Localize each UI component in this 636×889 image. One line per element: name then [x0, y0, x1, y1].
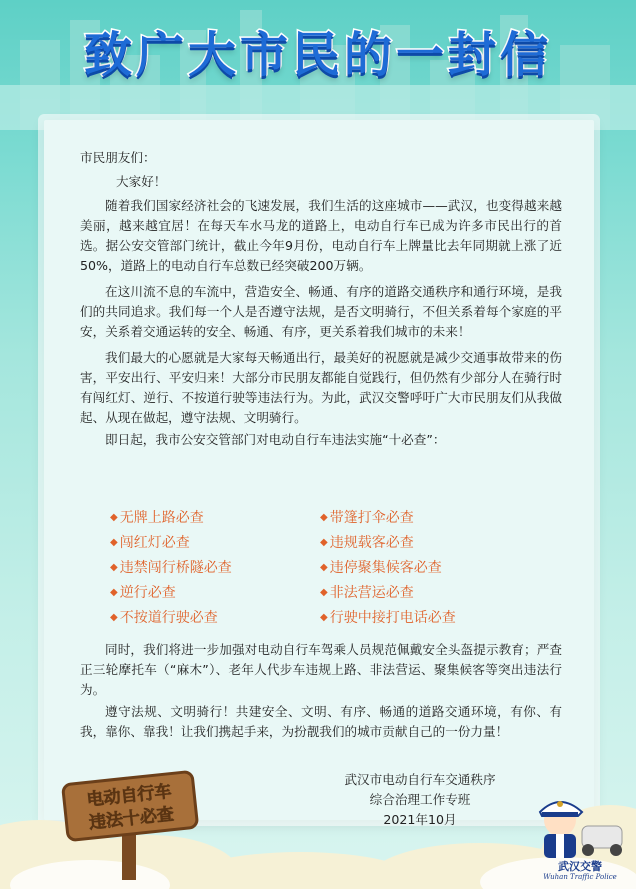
police-logo-cn: 武汉交警: [558, 860, 602, 873]
page-title: 致广大市民的一封信: [83, 27, 552, 83]
paragraph-5: 同时，我们将进一步加强对电动自行车驾乘人员规范佩戴安全头盔提示教育；严查正三轮摩托车（“麻木”）、老年人代步车违规上路、非法营运、聚集候客等突出违法行为。: [80, 642, 562, 697]
diamond-icon: ◆: [320, 612, 328, 623]
rule-item: ◆ 违规载客必查: [320, 535, 414, 551]
signpost-illustration: [60, 770, 200, 880]
rule-item: ◆ 违禁闯行桥隧必查: [110, 560, 232, 576]
ten-checks-list: [110, 507, 530, 629]
diamond-icon: ◆: [110, 612, 118, 623]
salutation: 市民朋友们：: [80, 150, 156, 165]
diamond-icon: ◆: [110, 537, 118, 548]
paragraph-6: 遵守法规、文明骑行！共建安全、文明、有序、畅通的道路交通环境，有你、有我，靠你、靠我！让我们携起手来，为扮靓我们的城市贡献自己的一份力量！: [80, 704, 562, 739]
diamond-icon: ◆: [110, 587, 118, 598]
diamond-icon: ◆: [320, 512, 328, 523]
greeting: 大家好！: [116, 174, 167, 189]
signature-org-1: 武汉市电动自行车交通秩序: [344, 772, 496, 787]
paragraph-3: 我们最大的心愿就是大家每天畅通出行，最美好的祝愿就是减少交通事故带来的伤害，平安出行、平安归来！大部分市民朋友都能自觉践行，但仍然有少部分人在骑行时有闯红灯、逆行、不按道行驶等违法行为。为此，武汉交警呼吁广大市民朋友们从我做起、从现在做起，遵守法规、文明骑行。: [80, 350, 562, 425]
diamond-icon: ◆: [320, 537, 328, 548]
paragraph-1: 随着我们国家经济社会的飞速发展，我们生活的这座城市——武汉，也变得越来越美丽，越来越宜居！在每天车水马龙的道路上，电动自行车已成为许多市民出行的首选。据公安交管部门统计，截止今年9月份，电动自行车上牌量比去年同期就上涨了近50%，道路上的电动自行车总数已经突破200万辆。: [80, 198, 562, 273]
rule-item: ◆ 违停聚集候客必查: [320, 560, 442, 576]
signature-date: 2021年10月: [383, 812, 457, 827]
diamond-icon: ◆: [110, 562, 118, 573]
paragraph-4: 即日起，我市公安交管部门对电动自行车违法实施“十必查”：: [105, 432, 446, 447]
rule-item: ◆ 闯红灯必查: [110, 535, 190, 551]
signature-org-2: 综合治理工作专班: [369, 792, 471, 807]
rule-item: ◆ 行驶中接打电话必查: [320, 610, 456, 626]
letter-body: [80, 148, 562, 450]
rule-item: ◆ 不按道行驶必查: [110, 610, 218, 626]
rule-item: ◆ 逆行必查: [110, 585, 176, 601]
rule-item: ◆ 无牌上路必查: [110, 510, 204, 526]
diamond-icon: ◆: [110, 512, 118, 523]
paragraph-2: 在这川流不息的车流中，营造安全、畅通、有序的道路交通秩序和通行环境，是我们的共同追求。我们每一个人是否遵守法规，是否文明骑行，不但关系着每个家庭的平安，关系着交通运转的安全、畅通、有序，更关系着我们城市的未来！: [80, 284, 562, 339]
police-logo-en: Wuhan Traffic Police: [543, 873, 617, 881]
rule-item: ◆ 非法营运必查: [320, 585, 414, 601]
diamond-icon: ◆: [320, 587, 328, 598]
rule-item: ◆ 带篷打伞必查: [320, 510, 414, 526]
signature-block: [330, 770, 510, 830]
diamond-icon: ◆: [320, 562, 328, 573]
signpost-line-1: 电动自行车: [85, 781, 173, 811]
signpost-line-2: 违法十必查: [88, 804, 175, 834]
